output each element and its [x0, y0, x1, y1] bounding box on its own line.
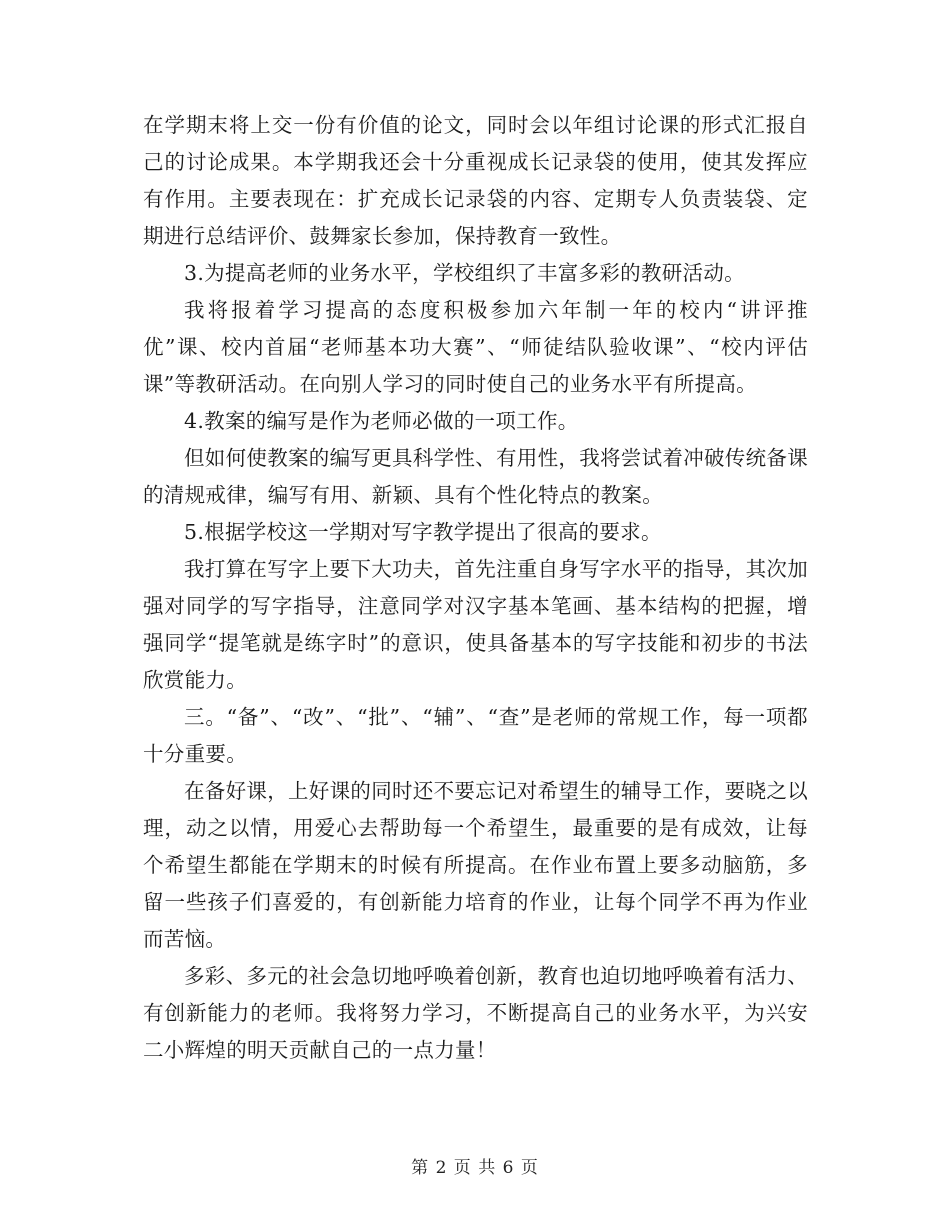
- document-body: [143, 107, 808, 1069]
- paragraph-5: 但如何使教案的编写更具科学性、有用性，我将尝试着冲破传统备课的清规戒律，编写有用、新颖、具有个性化特点的教案。: [143, 446, 808, 507]
- paragraph-2: 3.为提高老师的业务水平，学校组织了丰富多彩的教研活动。: [184, 261, 745, 285]
- paragraph-7: 我打算在写字上要下大功夫，首先注重自身写字水平的指导，其次加强对同学的写字指导，注意同学对汉字基本笔画、基本结构的把握，增强同学“提笔就是练字时”的意识，使具备基本的写字技能和初步的书法欣赏能力。: [143, 557, 808, 692]
- paragraph-10: 多彩、多元的社会急切地呼唤着创新，教育也迫切地呼唤着有活力、有创新能力的老师。我将努力学习，不断提高自己的业务水平，为兴安二小辉煌的明天贡献自己的一点力量！: [143, 964, 808, 1062]
- paragraph-6: 5.根据学校这一学期对写字教学提出了很高的要求。: [184, 520, 662, 544]
- paragraph-3: 我将报着学习提高的态度积极参加六年制一年的校内“讲评推优”课、校内首届“老师基本功大赛”、“师徒结队验收课”、“校内评估课”等教研活动。在向别人学习的同时使自己的业务水平有所提高。: [143, 298, 808, 396]
- page-number-footer: 第 2 页 共 6 页: [411, 1158, 539, 1178]
- paragraph-8: 三。“备”、“改”、“批”、“辅”、“查”是老师的常规工作，每一项都十分重要。: [143, 705, 808, 766]
- paragraph-9: 在备好课，上好课的同时还不要忘记对希望生的辅导工作，要晓之以理，动之以情，用爱心去帮助每一个希望生，最重要的是有成效，让每个希望生都能在学期末的时候有所提高。在作业布置上要多动脑筋，多留一些孩子们喜爱的，有创新能力培育的作业，让每个同学不再为作业而苦恼。: [143, 779, 808, 951]
- paragraph-1: 在学期末将上交一份有价值的论文，同时会以年组讨论课的形式汇报自己的讨论成果。本学期我还会十分重视成长记录袋的使用，使其发挥应有作用。主要表现在：扩充成长记录袋的内容、定期专人负责装袋、定期进行总结评价、鼓舞家长参加，保持教育一致性。: [143, 113, 808, 248]
- paragraph-4: 4.教案的编写是作为老师必做的一项工作。: [184, 409, 579, 433]
